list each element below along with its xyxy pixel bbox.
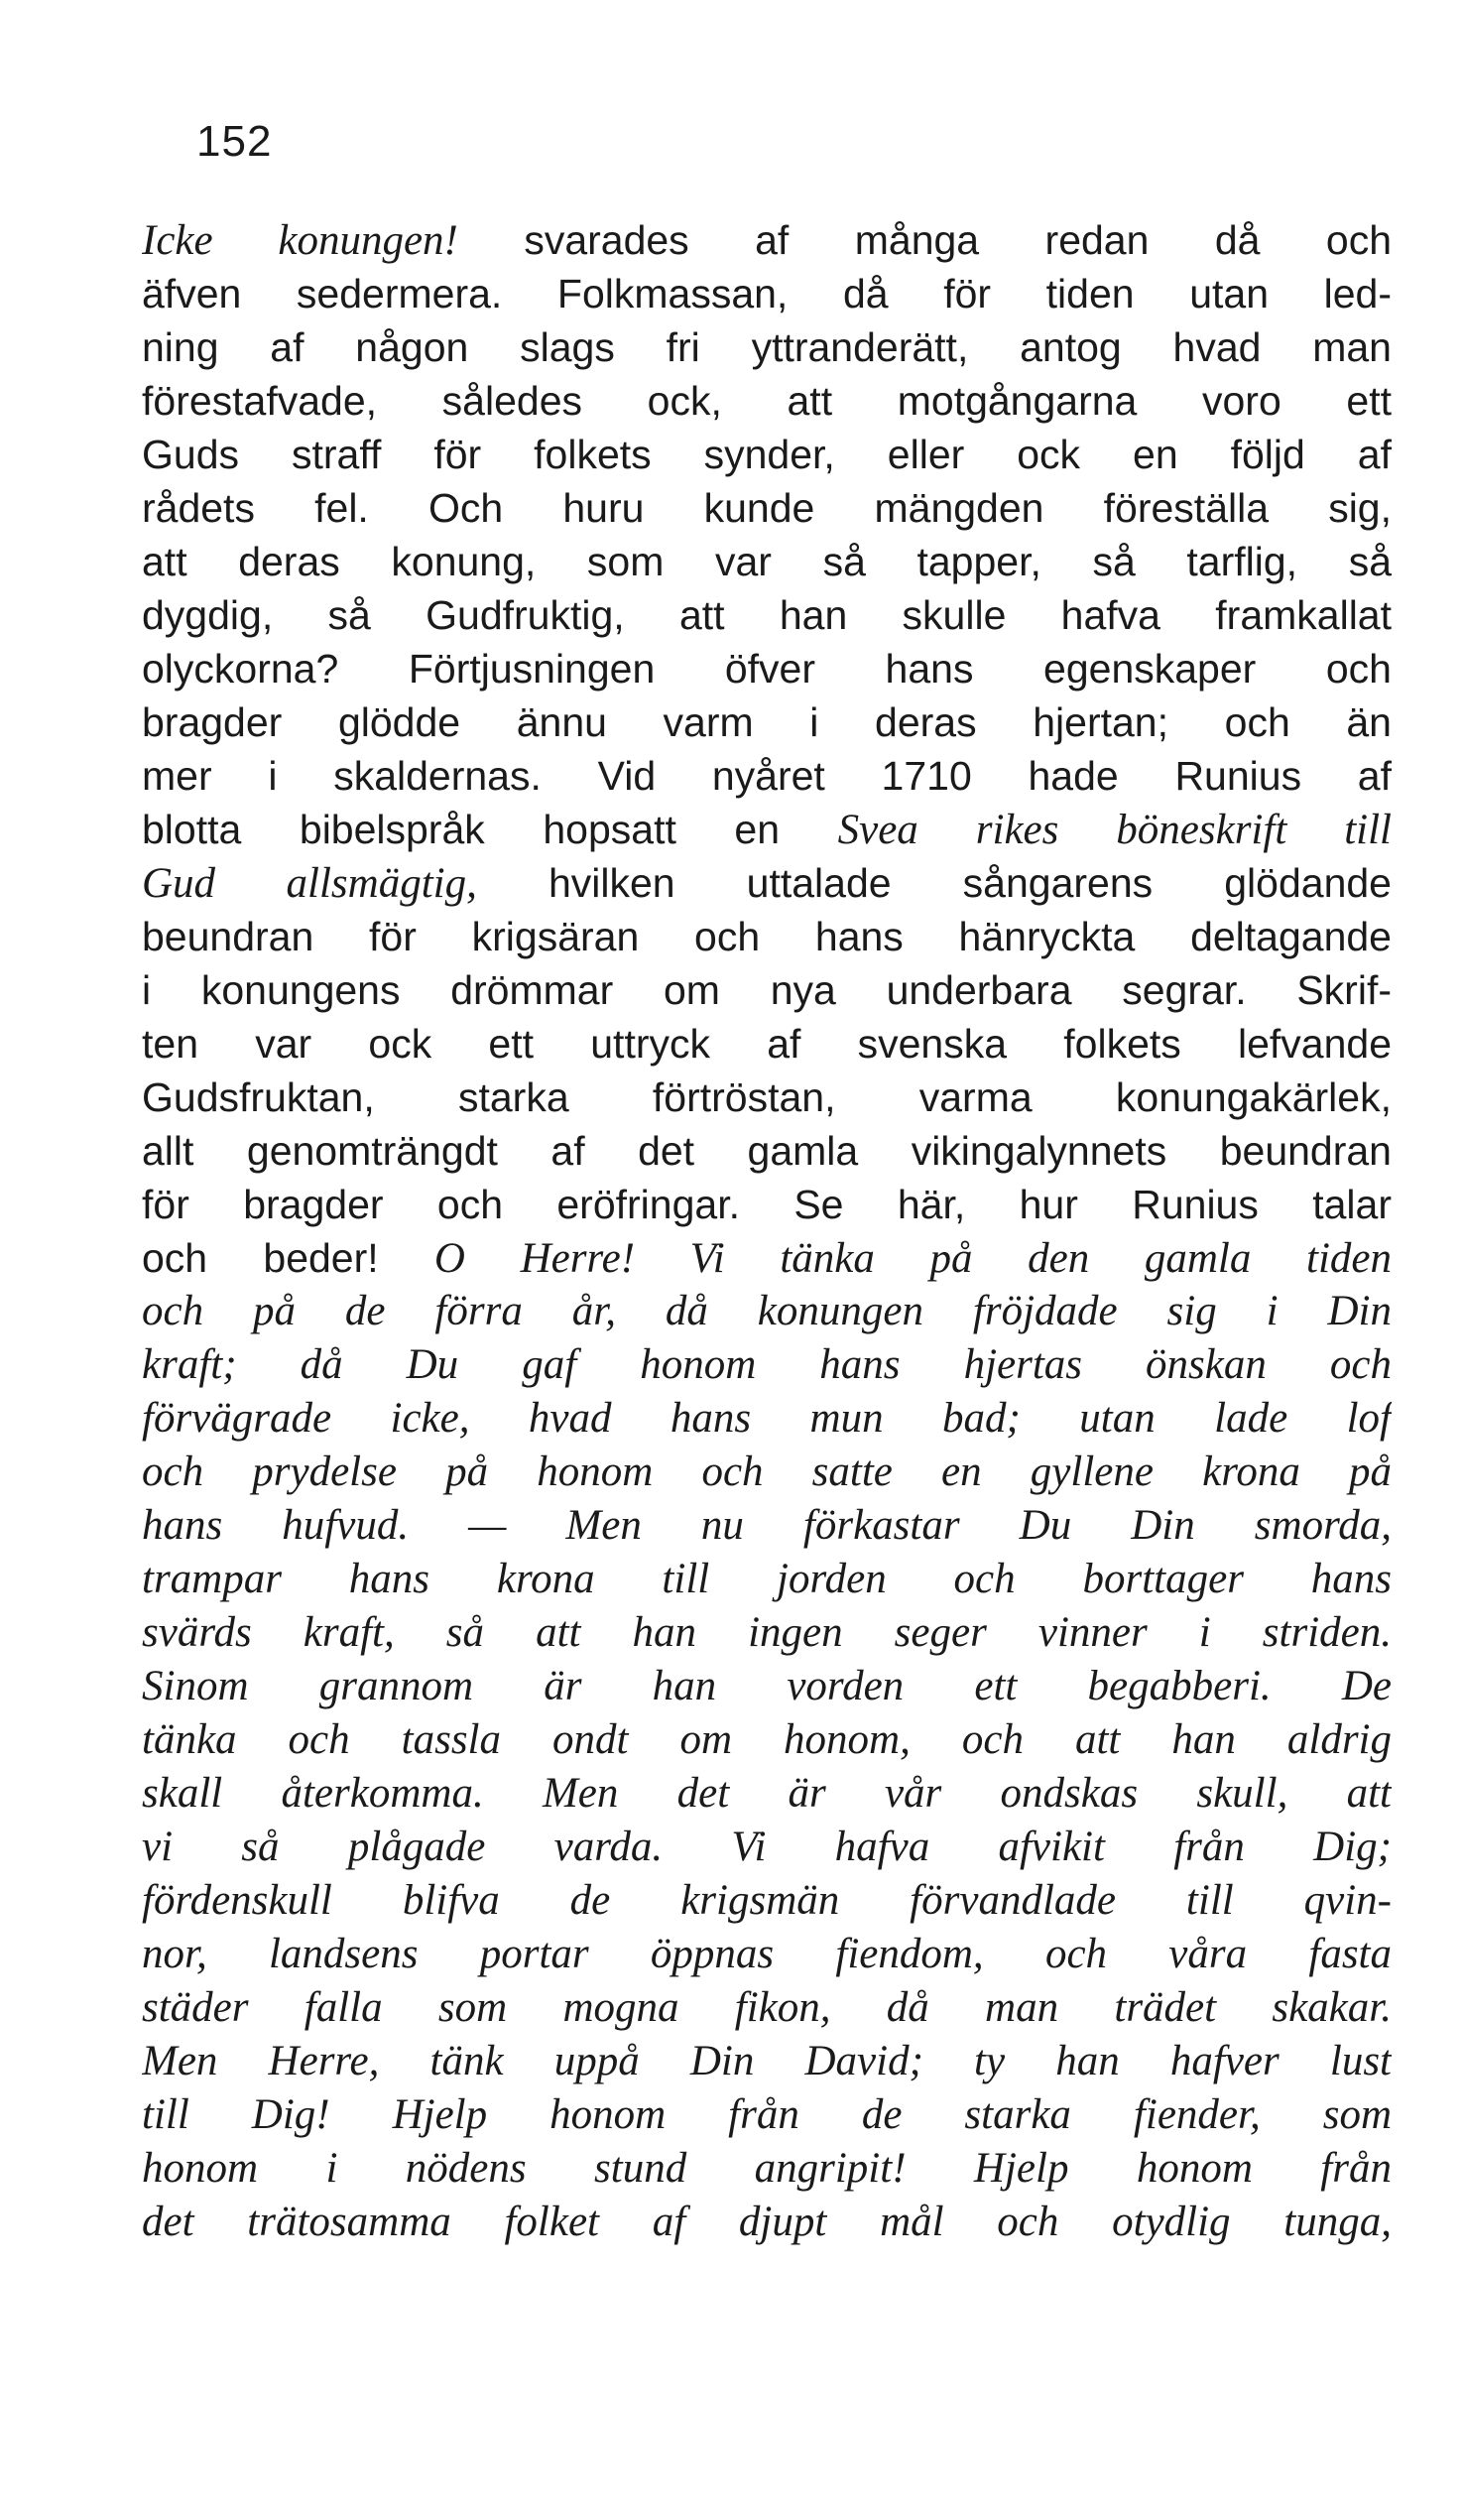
text-segment: och beder! [142,1235,434,1281]
text-line [142,1178,1392,1231]
text-line [142,2142,1392,2196]
italic-text: Gud allsmägtig, [142,860,477,907]
italic-text: förvägrade icke, hvad hans mun bad; utan lade lof [142,1395,1392,1442]
text-line [142,1981,1392,2035]
text-line [142,1017,1392,1071]
text-line [142,1874,1392,1928]
text-line [142,535,1392,588]
text-segment: att deras konung, som var så tapper, så tarflig, så [142,539,1392,584]
text-segment: svarades af många redan då och [457,217,1392,263]
italic-text: Icke konungen! [142,217,458,264]
italic-text: Men Herre, tänk uppå Din David; ty han hafver lust [142,2038,1392,2084]
text-line [142,1285,1392,1338]
text-line [142,856,1392,910]
text-segment: äfven sedermera. Folkmassan, då för tiden utan led- [142,271,1392,316]
italic-text: Sinom grannom är han vorden ett begabberi. De [142,1663,1392,1709]
text-line [142,1553,1392,1606]
text-line [142,1767,1392,1821]
text-line [142,320,1392,374]
italic-text: skall återkomma. Men det är vår ondskas skull, att [142,1770,1392,1817]
text-line [142,910,1392,963]
italic-text: svärds kraft, så att han ingen seger vinner i striden. [142,1609,1392,1656]
italic-text: vi så plågade varda. Vi hafva afvikit från Dig; [142,1824,1392,1870]
text-segment: ten var ock ett uttryck af svenska folkets lefvande [142,1021,1392,1067]
page-number: 152 [196,117,273,166]
text-segment: Guds straff för folkets synder, eller ock en följd af [142,432,1392,477]
italic-text: Svea rikes böneskrift till [837,807,1392,853]
text-line [142,588,1392,642]
text-segment: Gudsfruktan, starka förtröstan, varma konungakärlek, [142,1074,1392,1120]
italic-text: tänka och tassla ondt om honom, och att han aldrig [142,1716,1392,1763]
text-line [142,1499,1392,1553]
text-line [142,749,1392,803]
italic-text: till Dig! Hjelp honom från de starka fiender, som [142,2091,1392,2138]
text-line [142,2035,1392,2088]
text-line [142,2196,1392,2249]
text-line [142,213,1392,267]
text-line [142,1446,1392,1499]
text-line [142,1821,1392,1874]
italic-text: och på de förra år, då konungen fröjdade sig i Din [142,1288,1392,1334]
text-segment: mer i skaldernas. Vid nyåret 1710 hade Runius af [142,753,1392,799]
text-line [142,481,1392,535]
italic-text: det trätosamma folket af djupt mål och otydlig tunga, [142,2199,1392,2245]
text-line [142,695,1392,749]
text-line [142,1928,1392,1981]
italic-text: städer falla som mogna fikon, då man trädet skakar. [142,1984,1392,2031]
text-line [142,1231,1392,1285]
text-line [142,2088,1392,2142]
text-segment: förestafvade, således ock, att motgångarna voro ett [142,378,1392,424]
text-segment: beundran för krigsäran och hans hänryckta deltagande [142,914,1392,959]
text-segment: i konungens drömmar om nya underbara segrar. Skrif- [142,967,1392,1013]
text-line [142,1338,1392,1392]
text-segment: bragder glödde ännu varm i deras hjertan; och än [142,699,1392,745]
text-segment: olyckorna? Förtjusningen öfver hans egenskaper och [142,646,1392,692]
italic-text: honom i nödens stund angripit! Hjelp honom från [142,2145,1392,2192]
text-line [142,267,1392,320]
text-line [142,1660,1392,1713]
text-line [142,642,1392,695]
text-segment: allt genomträngdt af det gamla vikingalynnets beundran [142,1128,1392,1174]
text-line [142,428,1392,481]
italic-text: fördenskull blifva de krigsmän förvandlade till qvin- [142,1877,1392,1924]
text-line [142,1392,1392,1446]
text-line [142,1124,1392,1178]
italic-text: trampar hans krona till jorden och borttager hans [142,1556,1392,1602]
text-line [142,1713,1392,1767]
text-segment: rådets fel. Och huru kunde mängden föreställa sig, [142,485,1392,531]
text-line [142,1071,1392,1124]
italic-text: nor, landsens portar öppnas fiendom, och våra fasta [142,1931,1392,1977]
text-line [142,1606,1392,1660]
italic-text: kraft; då Du gaf honom hans hjertas önskan och [142,1341,1392,1388]
text-segment: för bragder och eröfringar. Se här, hur Runius talar [142,1182,1392,1227]
italic-text: O Herre! Vi tänka på den gamla tiden [433,1235,1392,1282]
text-segment: dygdig, så Gudfruktig, att han skulle hafva framkallat [142,592,1392,638]
italic-text: hans hufvud. — Men nu förkastar Du Din smorda, [142,1502,1392,1549]
body-text [142,213,1392,2249]
text-line [142,963,1392,1017]
text-segment: hvilken uttalade sångarens glödande [476,860,1392,906]
text-segment: ning af någon slags fri yttranderätt, antog hvad man [142,324,1392,370]
text-line [142,374,1392,428]
italic-text: och prydelse på honom och satte en gyllene krona på [142,1449,1392,1495]
text-line [142,803,1392,856]
text-segment: blotta bibelspråk hopsatt en [142,807,838,852]
